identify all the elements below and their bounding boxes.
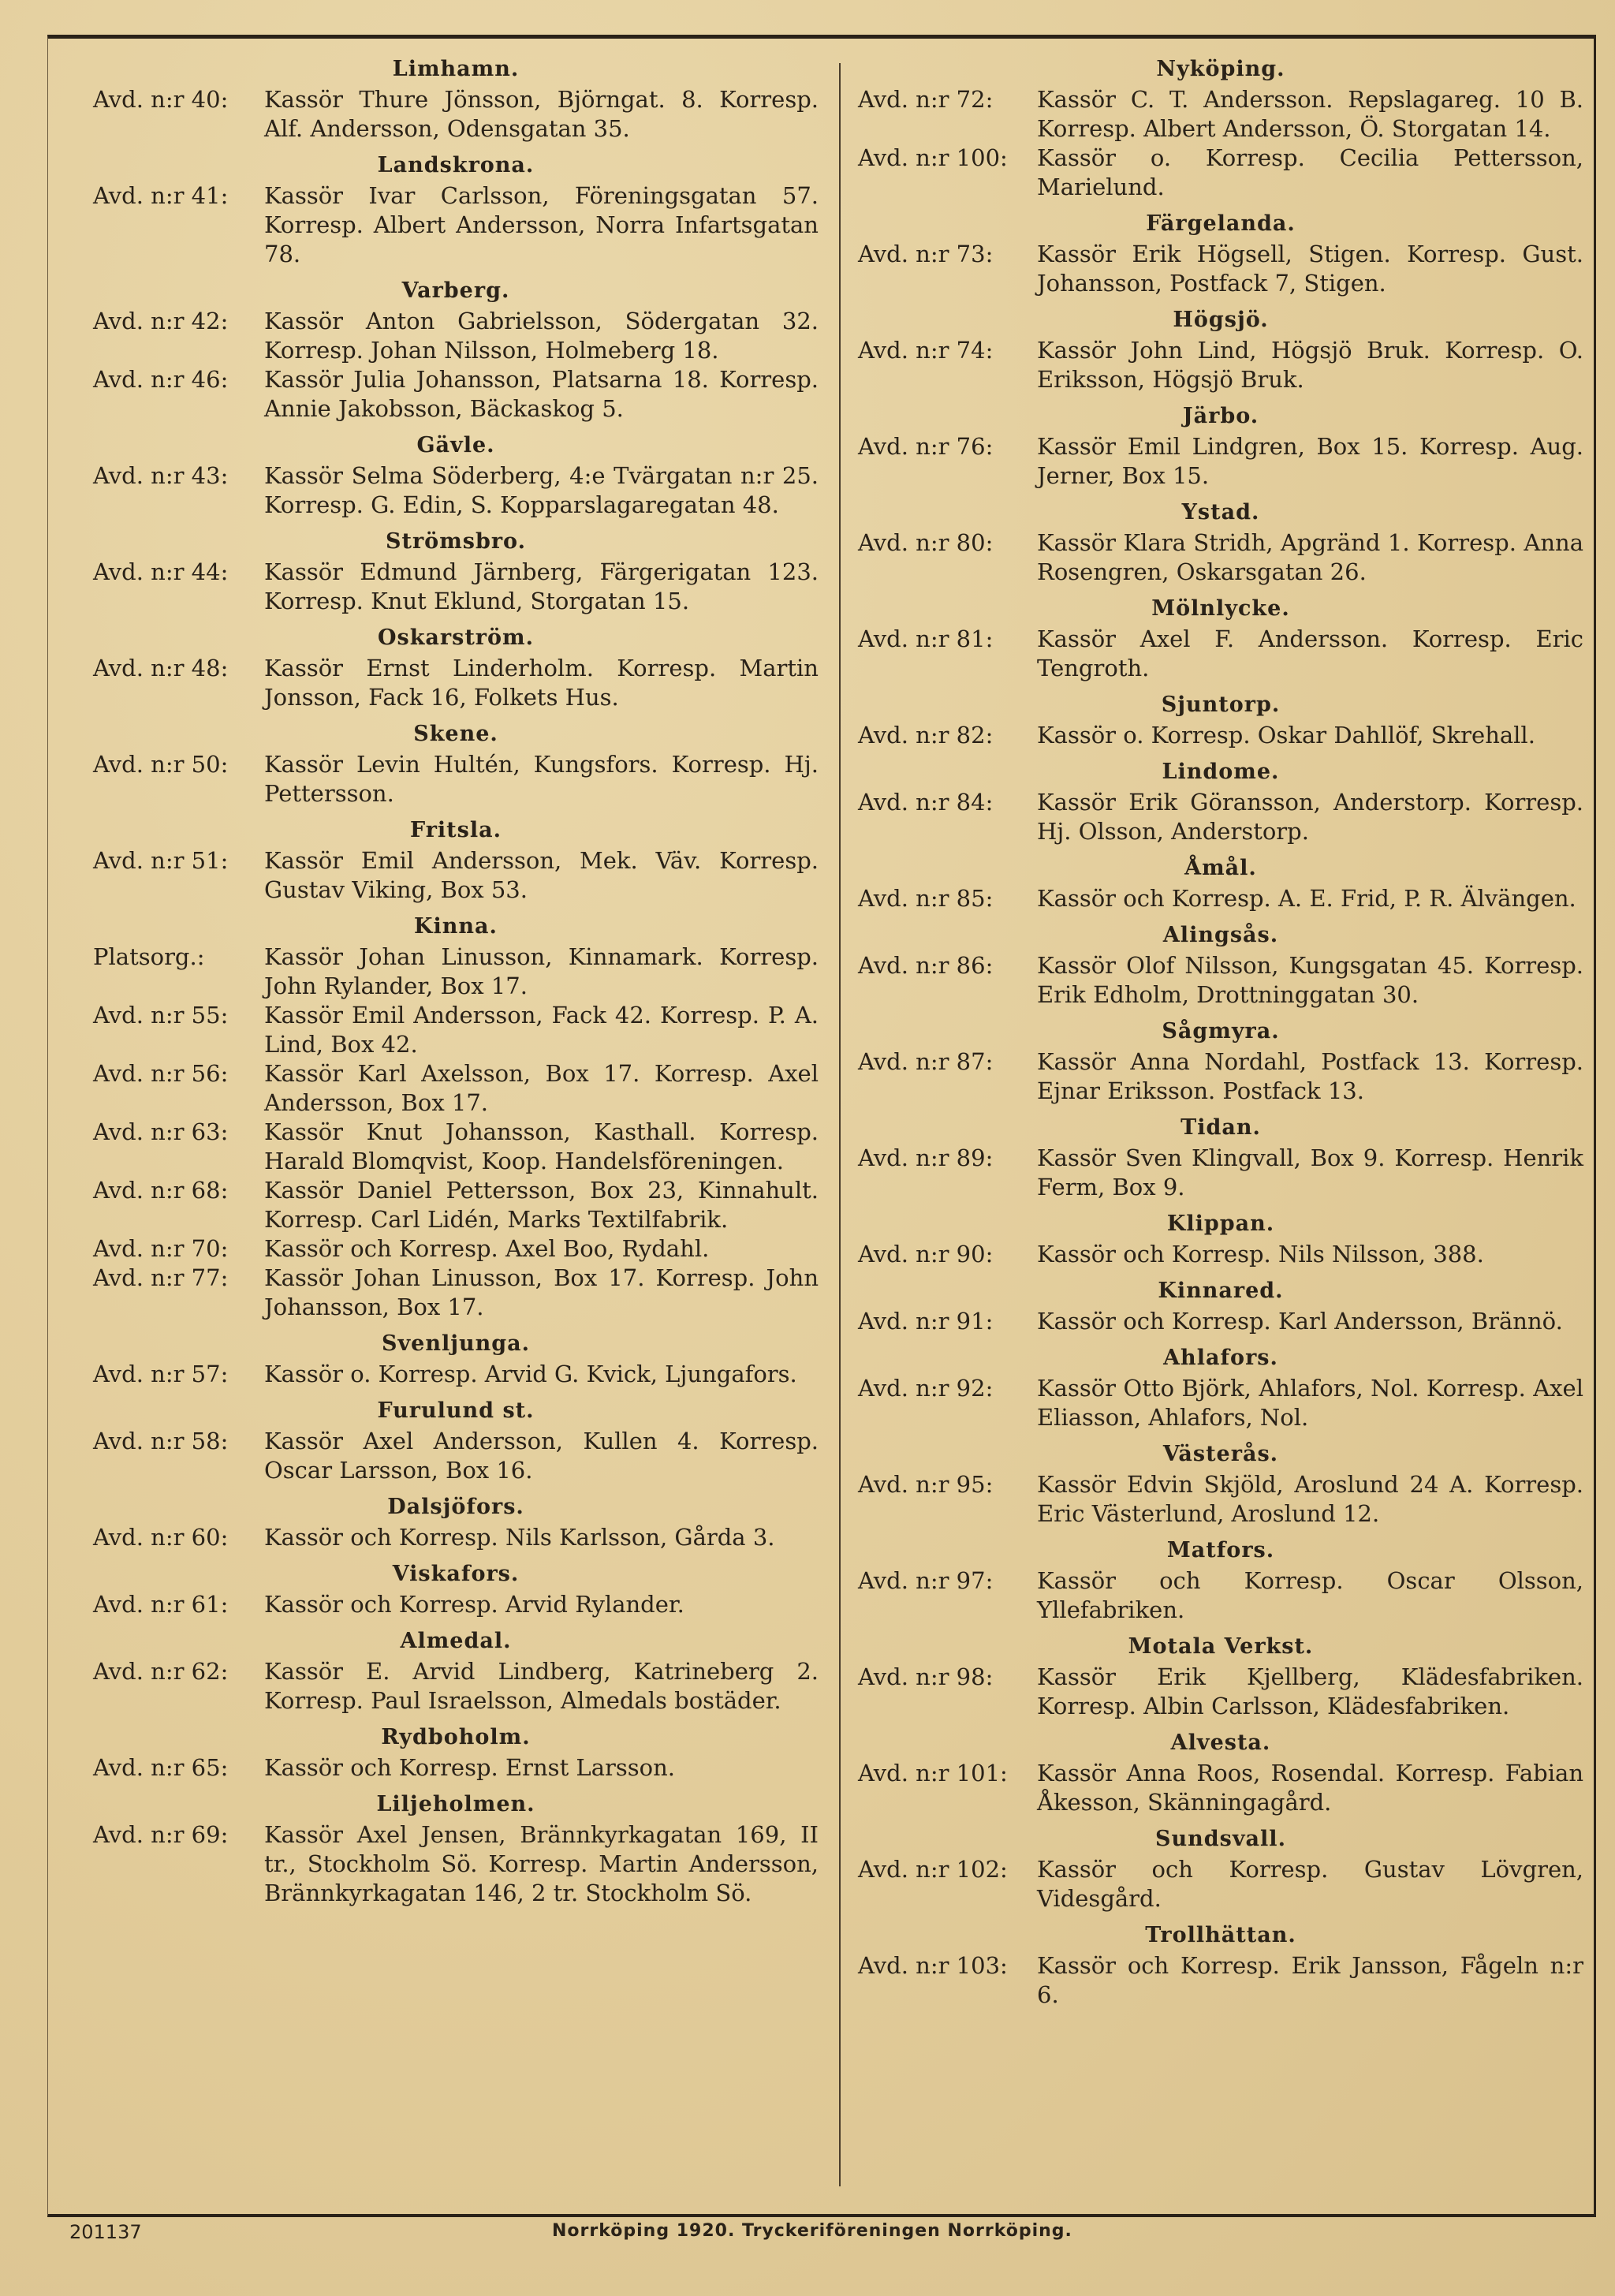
town-heading: Gävle. [416,433,495,457]
branch-entry [858,1047,1583,1106]
branch-entry [858,1566,1583,1625]
contact-details: Kassör Emil Andersson, Mek. Väv. Korresp. Gustav Viking, Box 53. [264,847,819,903]
branch-entry [858,528,1583,587]
contact-details: Kassör och Korresp. Ernst Larsson. [264,1754,675,1781]
contact-details: Kassör Daniel Pettersson, Box 23, Kinnahult. Korresp. Carl Lidén, Marks Textilfabrik. [264,1177,819,1233]
town-heading: Tidan. [1180,1115,1261,1140]
branch-number: Avd. n:r 44: [93,558,229,585]
branch-entry [93,181,819,269]
town-heading: Almedal. [400,1629,512,1653]
branch-entry [93,307,819,365]
town-heading: Fritsla. [410,818,502,842]
town-heading: Rydboholm. [381,1725,531,1749]
branch-entry [93,1427,819,1485]
branch-entry [93,943,819,1001]
branch-entry [858,788,1583,846]
contact-details: Kassör E. Arvid Lindberg, Katrineberg 2. Korresp. Paul Israelsson, Almedals bostäder. [264,1658,819,1714]
branch-entry [858,1470,1583,1529]
town-heading: Kinnared. [1158,1279,1284,1303]
contact-details: Kassör Olof Nilsson, Kungsgatan 45. Korresp. Erik Edholm, Drottninggatan 30. [1037,952,1583,1008]
branch-number: Avd. n:r 58: [93,1428,229,1454]
contact-details: Kassör och Korresp. Nils Nilsson, 388. [1037,1241,1484,1267]
branch-entry [93,846,819,905]
branch-entry [93,1234,819,1264]
branch-entry [858,1374,1583,1432]
contact-details: Kassör och Korresp. A. E. Frid, P. R. Älvängen. [1037,885,1576,912]
town-heading: Svenljunga. [381,1331,531,1356]
left-column [93,47,819,1908]
branch-number: Avd. n:r 82: [858,722,994,749]
branch-number: Avd. n:r 101: [858,1760,1008,1786]
town-heading: Matfors. [1166,1538,1275,1562]
contact-details: Kassör Levin Hultén, Kungsfors. Korresp. Hj. Pettersson. [264,751,819,807]
branch-number: Avd. n:r 70: [93,1235,229,1262]
contact-details: Kassör Selma Söderberg, 4:e Tvärgatan n:r 25. Korresp. G. Edin, S. Kopparslagaregatan 48. [264,462,819,518]
branch-entry [858,721,1583,750]
branch-number: Avd. n:r 72: [858,86,994,113]
contact-details: Kassör Axel F. Andersson. Korresp. Eric Tengroth. [1037,625,1583,681]
branch-number: Avd. n:r 91: [858,1308,994,1335]
branch-number: Avd. n:r 42: [93,308,229,334]
town-heading: Furulund st. [377,1398,535,1423]
branch-entry [93,1360,819,1389]
contact-details: Kassör Klara Stridh, Apgränd 1. Korresp. Anna Rosengren, Oskarsgatan 26. [1037,529,1583,585]
contact-details: Kassör Erik Göransson, Anderstorp. Korresp. Hj. Olsson, Anderstorp. [1037,789,1583,845]
contact-details: Kassör Emil Lindgren, Box 15. Korresp. Aug. Jerner, Box 15. [1037,433,1583,489]
branch-entry [93,1657,819,1715]
branch-number: Avd. n:r 87: [858,1048,994,1075]
contact-details: Kassör Edmund Järnberg, Färgerigatan 123. Korresp. Knut Eklund, Storgatan 15. [264,558,819,614]
branch-number: Avd. n:r 98: [858,1663,994,1690]
branch-number: Avd. n:r 48: [93,655,229,681]
branch-number: Avd. n:r 73: [858,241,994,267]
contact-details: Kassör och Korresp. Erik Jansson, Fågeln n:r 6. [1037,1952,1583,2008]
contact-details: Kassör Karl Axelsson, Box 17. Korresp. Axel Andersson, Box 17. [264,1060,819,1116]
contact-details: Kassör Emil Andersson, Fack 42. Korresp. P. A. Lind, Box 42. [264,1002,819,1058]
contact-details: Kassör Julia Johansson, Platsarna 18. Korresp. Annie Jakobsson, Bäckaskog 5. [264,366,819,422]
contact-details: Kassör Edvin Skjöld, Aroslund 24 A. Korresp. Eric Västerlund, Aroslund 12. [1037,1471,1583,1527]
branch-number: Avd. n:r 84: [858,789,994,816]
town-heading: Sågmyra. [1162,1019,1280,1043]
branch-number: Avd. n:r 86: [858,952,994,979]
branch-entry [858,1855,1583,1913]
town-heading: Lindome. [1162,760,1280,784]
town-heading: Trollhättan. [1145,1923,1296,1947]
branch-number: Avd. n:r 41: [93,182,229,209]
branch-entry [93,1176,819,1234]
branch-number: Avd. n:r 51: [93,847,229,874]
branch-number: Avd. n:r 43: [93,462,229,489]
branch-entry [93,85,819,144]
branch-number: Avd. n:r 62: [93,1658,229,1685]
branch-number: Avd. n:r 69: [93,1821,229,1848]
branch-number: Avd. n:r 102: [858,1856,1008,1883]
branch-entry [858,1144,1583,1202]
branch-entry [93,558,819,616]
branch-entry [858,336,1583,394]
branch-entry [93,365,819,424]
contact-details: Kassör Otto Björk, Ahlafors, Nol. Korresp. Axel Eliasson, Ahlafors, Nol. [1037,1375,1583,1431]
town-heading: Strömsbro. [385,529,526,554]
branch-number: Avd. n:r 40: [93,86,229,113]
branch-number: Avd. n:r 95: [858,1471,994,1498]
town-heading: Nyköping. [1156,57,1285,81]
branch-number: Avd. n:r 61: [93,1591,229,1618]
town-heading: Viskafors. [392,1562,520,1586]
branch-number: Avd. n:r 68: [93,1177,229,1204]
town-heading: Skene. [413,722,498,746]
town-heading: Motala Verkst. [1128,1634,1314,1659]
contact-details: Kassör och Korresp. Gustav Lövgren, Videsgård. [1037,1856,1583,1912]
branch-entry [858,1240,1583,1269]
town-heading: Mölnlycke. [1151,596,1290,621]
branch-entry [93,1753,819,1783]
town-heading: Landskrona. [377,153,535,177]
town-heading: Högsjö. [1173,308,1269,332]
branch-entry [858,625,1583,683]
contact-details: Kassör Knut Johansson, Kasthall. Korresp. Harald Blomqvist, Koop. Handelsföreningen. [264,1118,819,1174]
print-code: 201137 [69,2221,142,2243]
branch-number: Avd. n:r 56: [93,1060,229,1087]
town-heading: Sjuntorp. [1161,693,1281,717]
contact-details: Kassör Johan Linusson, Box 17. Korresp. John Johansson, Box 17. [264,1264,819,1320]
town-heading: Ahlafors. [1163,1346,1278,1370]
contact-details: Kassör o. Korresp. Arvid G. Kvick, Ljungafors. [264,1361,797,1387]
branch-number: Avd. n:r 103: [858,1952,1008,1979]
branch-number: Platsorg.: [93,943,205,970]
branch-number: Avd. n:r 100: [858,144,1008,171]
town-heading: Sundsvall. [1155,1827,1286,1851]
contact-details: Kassör o. Korresp. Cecilia Pettersson, Marielund. [1037,144,1583,200]
contact-details: Kassör Johan Linusson, Kinnamark. Korresp. John Rylander, Box 17. [264,943,819,999]
branch-number: Avd. n:r 92: [858,1375,994,1402]
branch-entry [93,1118,819,1176]
contact-details: Kassör Anton Gabrielsson, Södergatan 32. Korresp. Johan Nilsson, Holmeberg 18. [264,308,819,364]
town-heading: Oskarström. [377,625,535,650]
contact-details: Kassör Erik Kjellberg, Klädesfabriken. Korresp. Albin Carlsson, Klädesfabriken. [1037,1663,1583,1719]
town-heading: Alingsås. [1162,923,1279,947]
town-heading: Klippan. [1166,1211,1275,1236]
branch-number: Avd. n:r 60: [93,1524,229,1551]
branch-entry [93,1059,819,1118]
town-heading: Varberg. [401,278,510,303]
branch-entry [93,1001,819,1059]
contact-details: Kassör Ernst Linderholm. Korresp. Martin Jonsson, Fack 16, Folkets Hus. [264,655,819,711]
town-heading: Limhamn. [392,57,520,81]
branch-entry [93,654,819,712]
contact-details: Kassör John Lind, Högsjö Bruk. Korresp. O. Eriksson, Högsjö Bruk. [1037,337,1583,393]
contact-details: Kassör Anna Nordahl, Postfack 13. Korresp. Ejnar Eriksson. Postfack 13. [1037,1048,1583,1104]
branch-number: Avd. n:r 50: [93,751,229,778]
town-heading: Alvesta. [1170,1730,1271,1755]
contact-details: Kassör Ivar Carlsson, Föreningsgatan 57. Korresp. Albert Andersson, Norra Infartsgatan 78. [264,182,819,267]
branch-entry [858,1307,1583,1336]
branch-entry [858,85,1583,144]
branch-entry [858,432,1583,491]
contact-details: Kassör och Korresp. Nils Karlsson, Gårda 3. [264,1524,775,1551]
contact-details: Kassör och Korresp. Oscar Olsson, Yllefabriken. [1037,1567,1583,1623]
town-heading: Järbo. [1182,404,1259,428]
contact-details: Kassör Axel Andersson, Kullen 4. Korresp. Oscar Larsson, Box 16. [264,1428,819,1484]
branch-number: Avd. n:r 90: [858,1241,994,1267]
branch-entry [858,1663,1583,1721]
page-footer [47,2213,1593,2253]
branch-entry [858,1759,1583,1817]
branch-number: Avd. n:r 57: [93,1361,229,1387]
contact-details: Kassör o. Korresp. Oskar Dahllöf, Skrehall. [1037,722,1535,749]
contact-details: Kassör Erik Högsell, Stigen. Korresp. Gust. Johansson, Postfack 7, Stigen. [1037,241,1583,297]
branch-entry [858,951,1583,1010]
town-heading: Kinna. [414,914,498,939]
town-heading: Ystad. [1181,500,1260,525]
branch-number: Avd. n:r 74: [858,337,994,364]
branch-entry [93,1820,819,1908]
branch-entry [93,750,819,808]
branch-number: Avd. n:r 77: [93,1264,229,1291]
town-heading: Västerås. [1162,1442,1279,1466]
branch-number: Avd. n:r 81: [858,625,994,652]
town-heading: Liljeholmen. [376,1792,535,1816]
branch-number: Avd. n:r 85: [858,885,994,912]
branch-entry [858,884,1583,913]
contact-details: Kassör och Korresp. Arvid Rylander. [264,1591,684,1618]
contact-details: Kassör Thure Jönsson, Björngat. 8. Korresp. Alf. Andersson, Odensgatan 35. [264,86,819,142]
contact-details: Kassör och Korresp. Axel Boo, Rydahl. [264,1235,710,1262]
town-heading: Åmål. [1184,856,1257,880]
branch-entry [93,1264,819,1322]
branch-entry [858,240,1583,298]
branch-number: Avd. n:r 55: [93,1002,229,1029]
branch-entry [858,1951,1583,2010]
branch-entry [93,1523,819,1552]
contact-details: Kassör Sven Klingvall, Box 9. Korresp. Henrik Ferm, Box 9. [1037,1144,1583,1200]
branch-number: Avd. n:r 65: [93,1754,229,1781]
town-heading: Dalsjöfors. [387,1495,524,1519]
printer-imprint: Norrköping 1920. Tryckeriföreningen Norrköping. [552,2221,1072,2241]
branch-number: Avd. n:r 63: [93,1118,229,1145]
contact-details: Kassör C. T. Andersson. Repslagareg. 10 B. Korresp. Albert Andersson, Ö. Storgatan 14. [1037,86,1583,142]
contact-details: Kassör Anna Roos, Rosendal. Korresp. Fabian Åkesson, Skänningagård. [1037,1760,1583,1816]
town-heading: Färgelanda. [1146,211,1296,236]
contact-details: Kassör Axel Jensen, Brännkyrkagatan 169, II tr., Stockholm Sö. Korresp. Martin Andersson, Brännkyrkagatan 146, 2 tr. Stockholm Sö. [264,1821,819,1906]
branch-entry [858,144,1583,202]
branch-entry [93,461,819,520]
branch-number: Avd. n:r 76: [858,433,994,460]
branch-number: Avd. n:r 46: [93,366,229,393]
branch-number: Avd. n:r 89: [858,1144,994,1171]
branch-entry [93,1590,819,1619]
branch-number: Avd. n:r 97: [858,1567,994,1594]
column-divider [839,63,841,2186]
branch-number: Avd. n:r 80: [858,529,994,556]
right-column [858,47,1583,2010]
contact-details: Kassör och Korresp. Karl Andersson, Brännö. [1037,1308,1563,1335]
